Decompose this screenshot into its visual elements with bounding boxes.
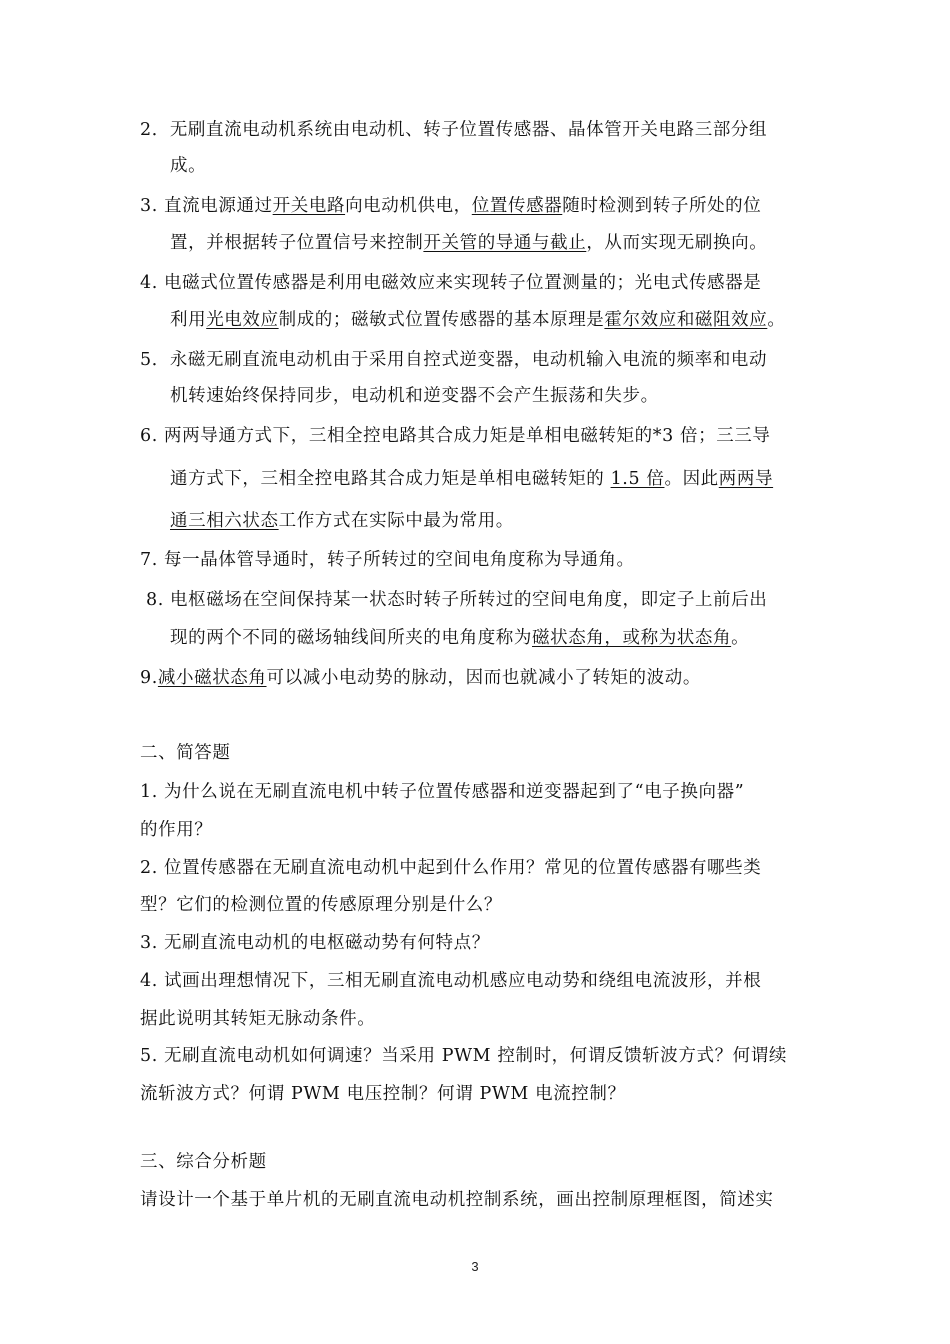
fill-in-item-5-line-1 bbox=[140, 348, 767, 372]
question-text: 工作方式在实际中最为常用。 bbox=[278, 511, 514, 531]
answer-blank: 开关管的导通与截止 bbox=[423, 233, 587, 253]
question-text: 置，并根据转子位置信号来控制 bbox=[170, 233, 424, 253]
answer-blank: 两两导 bbox=[718, 469, 774, 489]
fill-in-item-8-line-2 bbox=[170, 626, 749, 650]
question-text: 向电动机供电， bbox=[345, 196, 472, 216]
fill-in-item-9-line-1 bbox=[140, 666, 701, 690]
answer-blank: 位置传感器 bbox=[471, 196, 563, 216]
question-text: ，从而实现无刷换向。 bbox=[586, 233, 768, 253]
answer-blank: 通三相六状态 bbox=[170, 511, 279, 531]
fill-in-item-3-line-1 bbox=[140, 194, 761, 218]
answer-blank: 光电效应 bbox=[206, 310, 279, 330]
short-answer-line: 5. 无刷直流电动机如何调速？当采用 PWM 控制时，何谓反馈斩波方式？何谓续 bbox=[140, 1046, 787, 1066]
fill-in-item-6-line-1 bbox=[140, 424, 771, 448]
question-text: 4. 电磁式位置传感器是利用电磁效应来实现转子位置测量的；光电式传感器是 bbox=[140, 273, 762, 293]
short-answer-line: 2. 位置传感器在无刷直流电动机中起到什么作用？常见的位置传感器有哪些类 bbox=[140, 858, 762, 878]
question-text: 机转速始终保持同步，电动机和逆变器不会产生振荡和失步。 bbox=[170, 386, 659, 406]
fill-in-item-2-line-1 bbox=[140, 118, 767, 142]
short-answer-line: 型？它们的检测位置的传感原理分别是什么？ bbox=[140, 895, 502, 915]
answer-blank: 磁状态角，或称为状态角 bbox=[532, 628, 732, 648]
answer-blank: 霍尔效应和磁阻效应 bbox=[604, 310, 768, 330]
analysis-line: 请设计一个基于单片机的无刷直流电动机控制系统，画出控制原理框图，简述实 bbox=[140, 1190, 774, 1210]
fill-in-item-2-line-2 bbox=[170, 154, 206, 178]
question-text: 通方式下，三相全控电路其合成力矩是单相电磁转矩的 bbox=[170, 469, 611, 489]
question-text: 。因此 bbox=[664, 469, 719, 489]
question-text: 5．永磁无刷直流电动机由于采用自控式逆变器，电动机输入电流的频率和电动 bbox=[140, 350, 768, 370]
short-answer-line: 据此说明其转矩无脉动条件。 bbox=[140, 1009, 376, 1029]
fill-in-item-3-line-2 bbox=[170, 231, 767, 255]
fill-in-item-4-line-1 bbox=[140, 271, 761, 295]
fill-in-item-6-line-2 bbox=[170, 467, 773, 491]
question-text: 。 bbox=[767, 310, 786, 330]
question-text: 2．无刷直流电动机系统由电动机、转子位置传感器、晶体管开关电路三部分组 bbox=[140, 120, 768, 140]
short-answer-line: 1. 为什么说在无刷直流电机中转子位置传感器和逆变器起到了“电子换向器” bbox=[140, 782, 745, 802]
question-text: 成。 bbox=[170, 156, 207, 176]
question-text: 制成的；磁敏式位置传感器的基本原理是 bbox=[278, 310, 605, 330]
fill-in-item-7-line-1 bbox=[140, 548, 635, 572]
question-text: 6. 两两导通方式下，三相全控电路其合成力矩是单相电磁转矩的*3 倍；三三导 bbox=[140, 426, 771, 446]
answer-blank: 减小磁状态角 bbox=[157, 668, 267, 688]
fill-in-item-8-line-1 bbox=[146, 588, 767, 612]
question-text: 7. 每一晶体管导通时，转子所转过的空间电角度称为导通角。 bbox=[140, 550, 635, 570]
short-answer-line: 流斩波方式？何谓 PWM 电压控制？何谓 PWM 电流控制？ bbox=[140, 1084, 626, 1104]
question-text: 8. 电枢磁场在空间保持某一状态时转子所转过的空间电角度，即定子上前后出 bbox=[146, 590, 768, 610]
question-text: 9. bbox=[140, 668, 158, 688]
short-answer-heading: 二、简答题 bbox=[140, 743, 231, 763]
short-answer-line: 4. 试画出理想情况下，三相无刷直流电动机感应电动势和绕组电流波形，并根 bbox=[140, 971, 762, 991]
short-answer-line: 的作用？ bbox=[140, 820, 213, 840]
question-text: 。 bbox=[731, 628, 750, 648]
question-text: 3. 直流电源通过 bbox=[140, 196, 273, 216]
answer-blank: 1.5 倍 bbox=[610, 469, 665, 489]
answer-blank: 开关电路 bbox=[272, 196, 346, 216]
fill-in-item-6-line-3 bbox=[170, 509, 514, 533]
fill-in-item-5-line-2 bbox=[170, 384, 659, 408]
fill-in-item-4-line-2 bbox=[170, 308, 785, 332]
short-answer-line: 3. 无刷直流电动机的电枢磁动势有何特点？ bbox=[140, 933, 490, 953]
page-number: 3 bbox=[471, 1259, 479, 1274]
question-text: 现的两个不同的磁场轴线间所夹的电角度称为 bbox=[170, 628, 532, 648]
question-text: 可以减小电动势的脉动，因而也就减小了转矩的波动。 bbox=[266, 668, 701, 688]
analysis-heading: 三、综合分析题 bbox=[140, 1152, 267, 1172]
question-text: 利用 bbox=[170, 310, 207, 330]
question-text: 随时检测到转子所处的位 bbox=[562, 196, 762, 216]
